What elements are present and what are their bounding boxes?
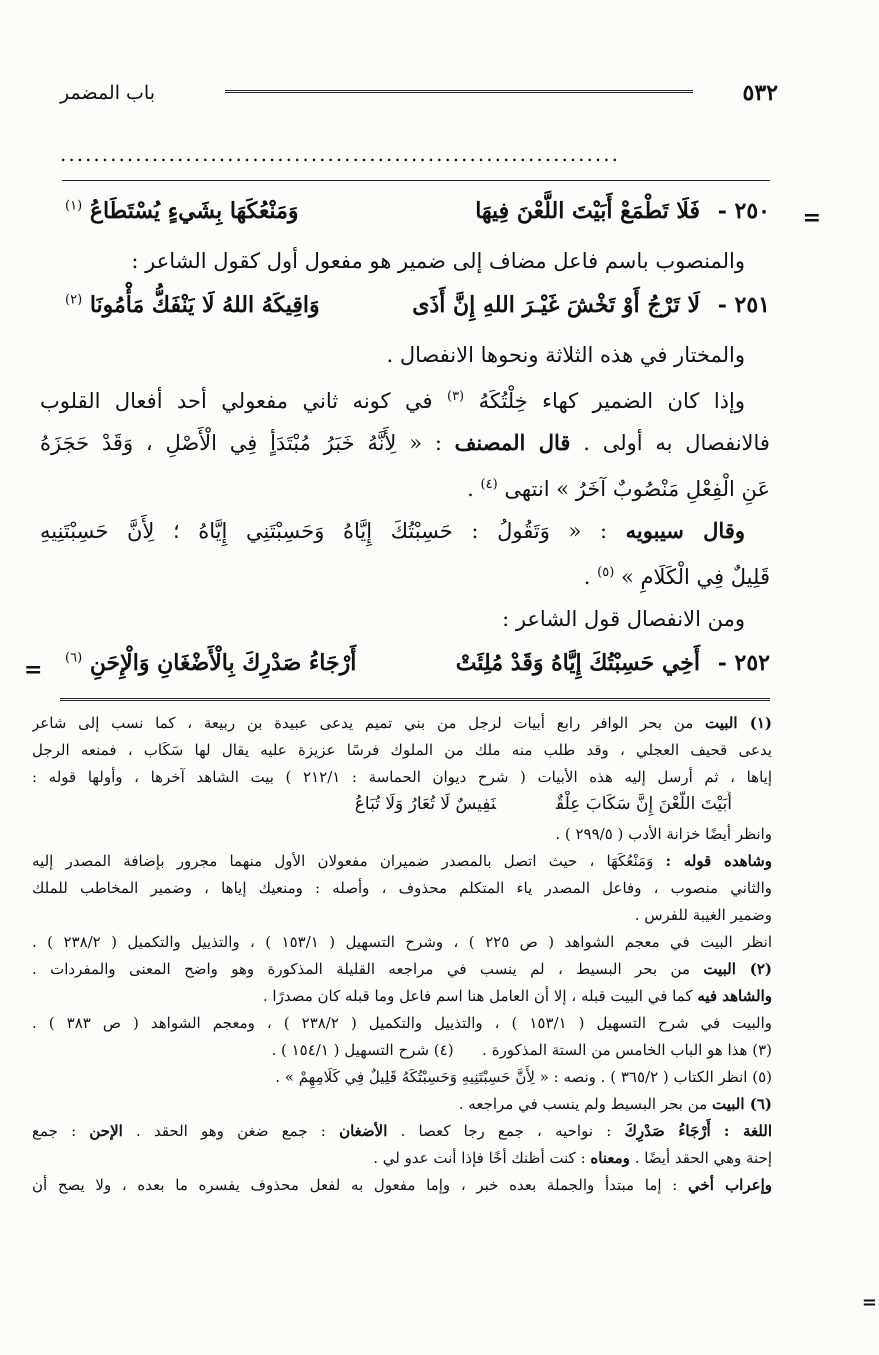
header-rule [225, 90, 693, 96]
footnote-line: (٥) انظر الكتاب ( ٣٦٥/٢ ) . ونصه : « لِأَنَّ حَسِبْتَنِيهِ وَحَسِبْتُكَهُ قَلِيلٌ فِي كَلَامِهِمْ » . [275, 1068, 772, 1086]
footnote-ref: (١) [65, 198, 83, 214]
footnote-line: (٣) هذا هو الباب الخامس من الستة المذكورة . (٤) شرح التسهيل ( ١٥٤/١ ) . [271, 1041, 772, 1059]
paragraph-line: عَنِ الْفِعْلِ مَنْصُوبٌ آخَرُ » انتهى $^{(٤)}$ . [467, 477, 770, 501]
paragraph-line: وإذا كان الضمير كهاء خِلْتُكَهُ $^{(٣)}$ في كونه ثاني مفعولي أحد أفعال القلوب [40, 389, 745, 413]
footnote-line: إياها ، ثم أرسل إليه هذه الأبيات ( شرح ديوان الحماسة : ٢١٢/١ ) بيت الشاهد آخرها ، وأولها قوله : [32, 768, 772, 786]
paragraph-line: وقال سيبويه : « وَتَقُولُ : حَسِبْتُكَ إِيَّاهُ وَحَسِبْتَنِي إِيَّاهُ ؛ لِأَنَّ حَسِبْتَنِيهِ [40, 518, 745, 543]
footnote-line: (٦) البيت من بحر البسيط ولم ينسب في مراجعه . [458, 1095, 772, 1113]
footnote-line: والشاهد فيه كما في البيت قبله ، إلا أن العامل هنا اسم فاعل وما قبله كان مصدرًا . [262, 987, 772, 1005]
footnote-line: (٢) البيت من بحر البسيط ، لم ينسب في مراجعه القليلة المذكورة وهو واضح المعنى والمفردات . [32, 960, 772, 978]
verse-hemistich-first: فَلَا تَطْمَعْ أَبَيْتَ اللَّعْنَ فِيهَا [475, 198, 700, 224]
verse-hemistich-second: وَمَنْعُكَهَا بِشَيءٍ يُسْتَطَاعُ $^{(١)}$ [65, 198, 299, 224]
footnote-ref: (٦) [65, 650, 83, 666]
footnote-poem: أَبَيْتَ اللَّعْنَ إِنَّ سَكَابَ عِلْقٌنَفِيسٌ لَا تُعَارُ وَلَا تُبَاعُ [354, 794, 732, 814]
continuation-mark: = [802, 205, 821, 231]
bold-term: وقال سيبويه [625, 518, 745, 543]
footnote-ref: (٤) [480, 477, 498, 492]
ellipsis-row: ................................................................... [60, 142, 620, 166]
footnote-line: والثاني منصوب ، وفاعل المصدر ياء المتكلم محذوف ، وأصله : ومنعيك إياها ، وضمير المخاطب للملك [32, 879, 772, 897]
running-title: باب المضمر [60, 82, 155, 104]
footnote-line: وإعراب أخي : إما مبتدأ والجملة بعده خبر ، وإما مفعول به لفعل محذوف يفسره ما بعده ، ولا يصح أن [32, 1176, 772, 1194]
footnote-line: والبيت في شرح التسهيل ( ١٥٣/١ ) ، والتذييل والتكميل ( ٢٣٨/٢ ) ، ومعجم الشواهد ( ص ٣٨٣ ) . [32, 1014, 772, 1032]
verse-number: ٢٥١ - [717, 292, 770, 318]
continuation-mark: = [24, 657, 43, 683]
paragraph-line: ومن الانفصال قول الشاعر : [502, 607, 745, 631]
footnote-line: إحنة وهي الحقد أيضًا . ومعناه : كنت أظنك أخًا فإذا أنت عدو لي . [373, 1149, 772, 1167]
main-text [40, 188, 770, 692]
footnote-line: اللغة : أَرْجَاءُ صَدْرِكَ : نواحيه ، جمع رجا كعصا . الأضغان : جمع ضغن وهو الحقد . الإحن : جمع [32, 1122, 772, 1140]
paragraph-line: والمنصوب باسم فاعل مضاف إلى ضمير هو مفعول أول كقول الشاعر : [131, 249, 745, 273]
verse-hemistich-second: أَرْجَاءُ صَدْرِكَ بِالْأَضْغَانِ وَالْإِحَنِ $^{(٦)}$ [65, 650, 357, 676]
footnote-ref: (٣) [446, 389, 465, 404]
bold-term: قال المصنف [454, 430, 571, 455]
footnotes [32, 710, 772, 1199]
top-rule [62, 180, 770, 181]
verse-hemistich-second: وَاقِيكَهُ اللهُ لَا يَنْفَكُّ مَأْمُونَا $^{(٢)}$ [65, 292, 320, 318]
footnote-line: (١) البيت من بحر الوافر رابع أبيات لرجل من بني تميم يدعى عبيدة بن ربيعة ، كما نسب إلى شاعر [32, 714, 772, 732]
footnote-line: وضمير الغيبة للفرس . [634, 906, 772, 924]
paragraph-line: والمختار في هذه الثلاثة ونحوها الانفصال . [386, 343, 745, 367]
page-header [60, 80, 778, 110]
paragraph-line: قَلِيلٌ فِي الْكَلَامِ » $^{(٥)}$ . [583, 565, 770, 589]
continuation-mark: = [861, 1292, 877, 1313]
verse-251 [40, 282, 770, 334]
footnote-line: وشاهده قوله : وَمَنْعُكَهَا ، حيث اتصل بالمصدر ضميران مفعولان الأول منهما مجرور بإضافة المصدر إليه [32, 852, 772, 870]
verse-number: ٢٥٠ - [717, 198, 770, 224]
footnote-rule [60, 698, 770, 704]
footnote-line: وانظر أيضًا خزانة الأدب ( ٢٩٩/٥ ) . [555, 825, 772, 843]
verse-250 [40, 188, 770, 240]
verse-number: ٢٥٢ - [717, 650, 770, 676]
footnote-line: انظر البيت في معجم الشواهد ( ص ٢٢٥ ) ، وشرح التسهيل ( ١٥٣/١ ) ، والتذييل والتكميل ( ٢٣٨/٢ ) . [32, 933, 772, 951]
verse-hemistich-first: أَخِي حَسِبْتُكَ إِيَّاهُ وَقَدْ مُلِئَتْ [455, 650, 700, 676]
footnote-ref: (٢) [65, 292, 83, 308]
verse-252 [40, 640, 770, 692]
footnote-line: يدعى قحيف العجلي ، وقد طلب منه ملك من الملوك فرسًا عزيزة عليه يقال لها سَكَاب ، فمنعه الرجل [32, 741, 772, 759]
verse-hemistich-first: لَا تَرْجُ أَوْ تَخْشَ غَيْـرَ اللهِ إِنَّ أَذَى [412, 292, 700, 318]
page-number: ٥٣٢ [742, 80, 778, 106]
footnote-ref: (٥) [597, 565, 615, 580]
paragraph-line: فالانفصال به أولى . قال المصنف : « لِأَنَّهُ خَبَرُ مُبْتَدَأٍ فِي الْأَصْلِ ، وَقَدْ حَجَزَهُ [40, 430, 770, 455]
